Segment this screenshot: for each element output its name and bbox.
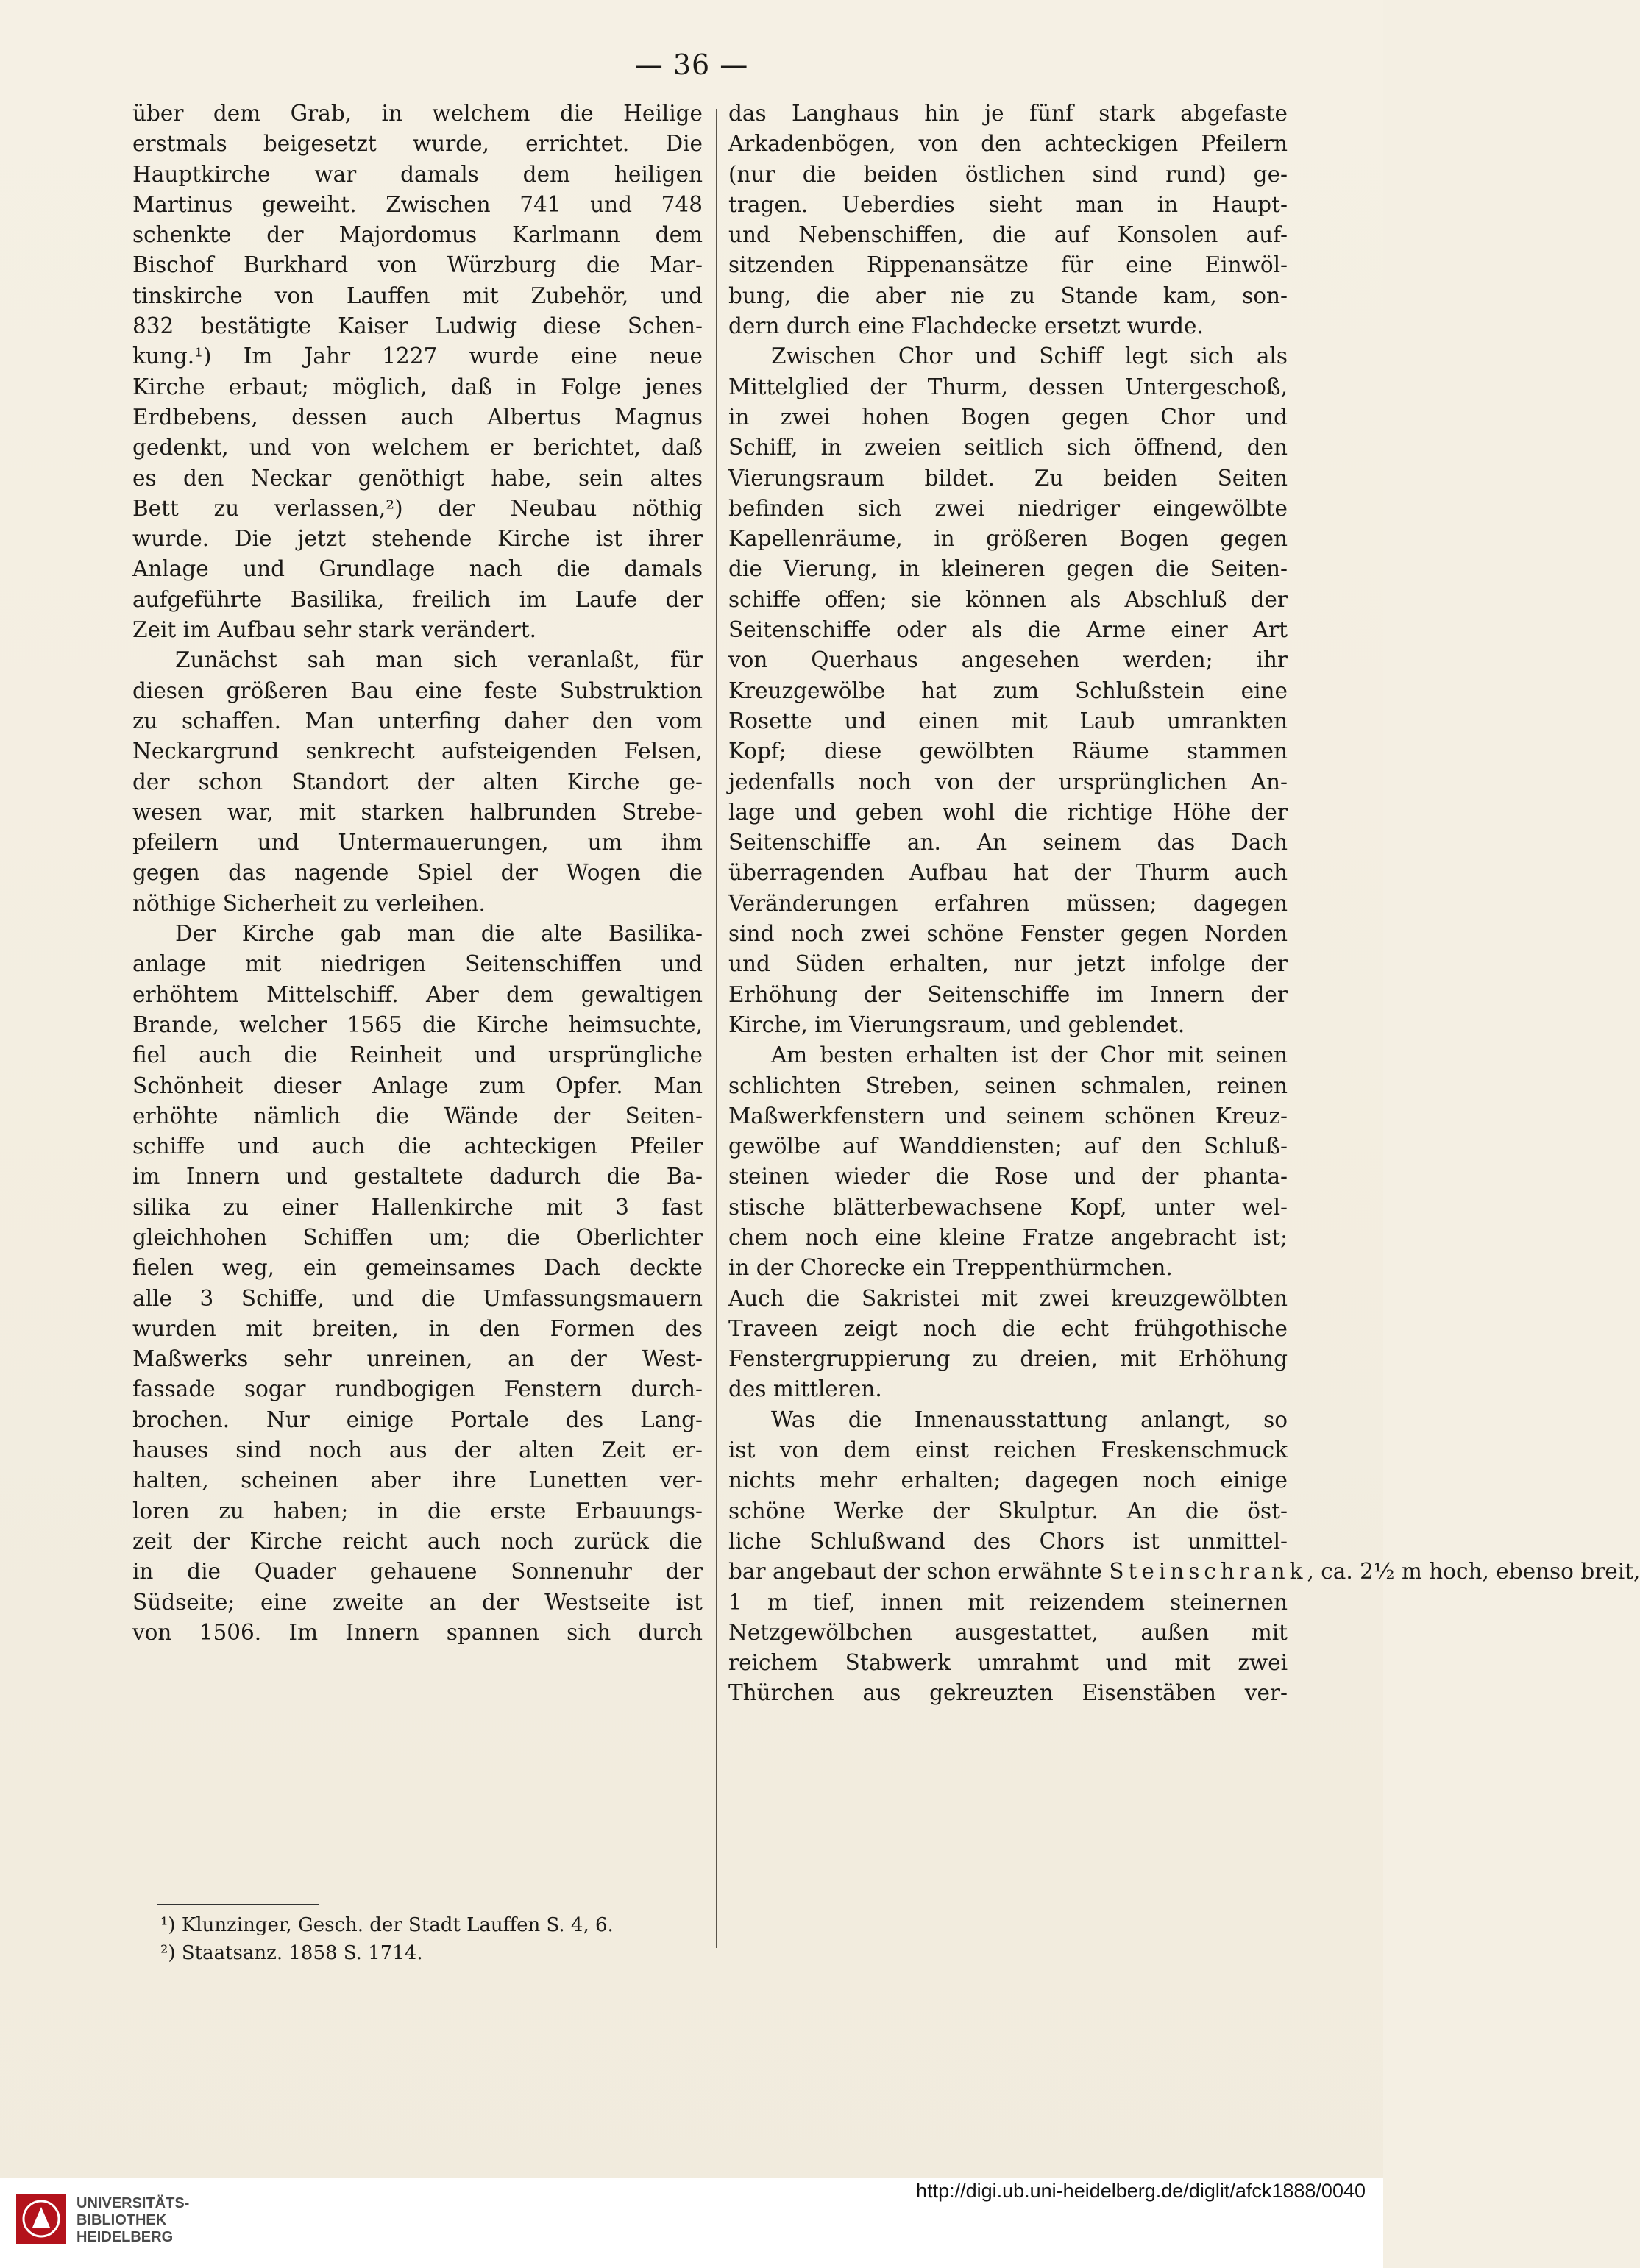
- text-line: schiffe offen; sie können als Abschluß der: [728, 586, 1288, 612]
- text-line: tragen. Ueberdies sieht man in Haupt-: [728, 191, 1288, 217]
- text-line: Seitenschiffe an. An seinem das Dach: [728, 830, 1288, 856]
- text-line: überragenden Aufbau hat der Thurm auch: [728, 860, 1288, 886]
- text-line: sind noch zwei schöne Fenster gegen Norden: [728, 921, 1288, 947]
- text-line: lage und geben wohl die richtige Höhe der: [728, 799, 1288, 825]
- text-line: Kirche erbaut; möglich, daß in Folge jenes: [132, 374, 703, 399]
- text-line: Vierungsraum bildet. Zu beiden Seiten: [728, 465, 1288, 491]
- text-line: jedenfalls noch von der ursprünglichen An-: [728, 769, 1288, 794]
- text-line: (nur die beiden östlichen sind rund) ge-: [728, 161, 1288, 187]
- text-line: Maßwerkfenstern und seinem schönen Kreuz-: [728, 1103, 1288, 1128]
- text-line: sitzenden Rippenansätze für eine Einwöl-: [728, 252, 1288, 278]
- text-line: gewölbe auf Wanddiensten; auf den Schluß-: [728, 1134, 1288, 1159]
- text-line: über dem Grab, in welchem die Heilige: [132, 101, 703, 126]
- text-line: reichem Stabwerk umrahmt und mit zwei: [728, 1650, 1288, 1676]
- text-line: und Nebenschiffen, die auf Konsolen auf-: [728, 222, 1288, 248]
- text-line: Zunächst sah man sich veranlaßt, für: [175, 647, 703, 673]
- text-line: fiel auch die Reinheit und ursprüngliche: [132, 1042, 703, 1068]
- text-line: Zwischen Chor und Schiff legt sich als: [771, 344, 1288, 369]
- text-line: Martinus geweiht. Zwischen 741 und 748: [132, 191, 703, 217]
- text-line: Am besten erhalten ist der Chor mit seinen: [771, 1042, 1288, 1068]
- column-divider: [716, 109, 717, 1948]
- text-line: Bischof Burkhard von Würzburg die Mar-: [132, 252, 703, 278]
- text-line: anlage mit niedrigen Seitenschiffen und: [132, 951, 703, 977]
- text-line: der schon Standort der alten Kirche ge-: [132, 769, 703, 794]
- text-line: brochen. Nur einige Portale des Lang-: [132, 1407, 703, 1432]
- text-line: das Langhaus hin je fünf stark abgefaste: [728, 101, 1288, 126]
- right-column-text: [728, 99, 1640, 1709]
- text-line: alle 3 Schiffe, und die Umfassungsmauern: [132, 1285, 703, 1311]
- text-line: schöne Werke der Skulptur. An die öst-: [728, 1498, 1288, 1524]
- text-line: kung.¹) Im Jahr 1227 wurde eine neue: [132, 344, 703, 369]
- footnotes: [160, 1911, 705, 1967]
- text-line: gedenkt, und von welchem er berichtet, daß: [132, 435, 703, 461]
- text-line: schenkte der Majordomus Karlmann dem: [132, 222, 703, 248]
- text-line: stische blätterbewachsene Kopf, unter wel-: [728, 1194, 1288, 1220]
- text-line: von Querhaus angesehen werden; ihr: [728, 647, 1288, 673]
- text-line: Der Kirche gab man die alte Basilika-: [175, 921, 703, 947]
- left-column-text: [132, 99, 703, 1648]
- text-line: diesen größeren Bau eine feste Substruktion: [132, 678, 703, 703]
- text-line: Thürchen aus gekreuzten Eisenstäben ver-: [728, 1680, 1288, 1706]
- text-line: wesen war, mit starken halbrunden Strebe-: [132, 799, 703, 825]
- text-line: Kopf; diese gewölbten Räume stammen: [728, 739, 1288, 764]
- text-line: Schönheit dieser Anlage zum Opfer. Man: [132, 1073, 703, 1098]
- text-line: Maßwerks sehr unreinen, an der West-: [132, 1346, 703, 1372]
- text-line: Südseite; eine zweite an der Westseite ist: [132, 1589, 703, 1615]
- text-line: ist von dem einst reichen Freskenschmuck: [728, 1437, 1288, 1463]
- text-line: Kapellenräume, in größeren Bogen gegen: [728, 526, 1288, 552]
- text-line: erstmals beigesetzt wurde, errichtet. Die: [132, 131, 703, 157]
- text-line: aufgeführte Basilika, freilich im Laufe der: [132, 586, 703, 612]
- text-fragment: , ca. 2½ m hoch, ebenso breit,: [1307, 1559, 1640, 1585]
- text-line: Veränderungen erfahren müssen; dagegen: [728, 890, 1288, 916]
- text-line: und Süden erhalten, nur jetzt infolge der: [728, 951, 1288, 977]
- text-line: in der Chorecke ein Treppenthürmchen.: [728, 1255, 1173, 1281]
- logo-line: HEIDELBERG: [77, 2229, 174, 2245]
- text-line: [728, 1557, 1640, 1587]
- text-line: Erhöhung der Seitenschiffe im Innern der: [728, 981, 1288, 1007]
- text-line: Traveen zeigt noch die echt frühgothische: [728, 1315, 1288, 1341]
- text-line: dern durch eine Flachdecke ersetzt wurde.: [728, 313, 1204, 339]
- source-url-link[interactable]: http://digi.ub.uni-heidelberg.de/diglit/afck1888/0040: [916, 2180, 1366, 2202]
- text-line: Bett zu verlassen,²) der Neubau nöthig: [132, 495, 703, 521]
- text-line: Zeit im Aufbau sehr stark verändert.: [132, 617, 536, 643]
- text-line: Mittelglied der Thurm, dessen Untergeschoß,: [728, 374, 1288, 399]
- text-line: Kreuzgewölbe hat zum Schlußstein eine: [728, 678, 1288, 703]
- text-line: Neckargrund senkrecht aufsteigenden Felsen,: [132, 739, 703, 764]
- text-line: Netzgewölbchen ausgestattet, außen mit: [728, 1619, 1288, 1645]
- text-line: Kirche, im Vierungsraum, und geblendet.: [728, 1012, 1185, 1037]
- emphasized-term: Steinschrank: [1109, 1559, 1307, 1585]
- page-number: — 36 —: [634, 49, 749, 81]
- text-line: in die Quader gehauene Sonnenuhr der: [132, 1559, 703, 1585]
- text-line: schiffe und auch die achteckigen Pfeiler: [132, 1134, 703, 1159]
- text-line: Schiff, in zweien seitlich sich öffnend, den: [728, 435, 1288, 461]
- text-line: nöthige Sicherheit zu verleihen.: [132, 890, 486, 916]
- text-line: zeit der Kirche reicht auch noch zurück die: [132, 1528, 703, 1554]
- text-line: von 1506. Im Innern spannen sich durch: [132, 1619, 703, 1645]
- text-line: Brande, welcher 1565 die Kirche heimsuchte,: [132, 1012, 703, 1037]
- text-line: chem noch eine kleine Fratze angebracht ist;: [728, 1224, 1288, 1250]
- text-line: gleichhohen Schiffen um; die Oberlichter: [132, 1224, 703, 1250]
- text-line: loren zu haben; in die erste Erbauungs-: [132, 1498, 703, 1524]
- text-line: gegen das nagende Spiel der Wogen die: [132, 860, 703, 886]
- text-line: in zwei hohen Bogen gegen Chor und: [728, 404, 1288, 430]
- library-logo-text: [77, 2195, 189, 2246]
- text-line: tinskirche von Lauffen mit Zubehör, und: [132, 282, 703, 308]
- text-line: halten, scheinen aber ihre Lunetten ver-: [132, 1468, 703, 1493]
- text-line: im Innern und gestaltete dadurch die Ba-: [132, 1164, 703, 1190]
- text-line: die Vierung, in kleineren gegen die Seiten-: [728, 556, 1288, 582]
- text-fragment: bar angebaut der schon erwähnte: [728, 1559, 1102, 1585]
- text-line: wurde. Die jetzt stehende Kirche ist ihrer: [132, 526, 703, 552]
- text-line: fielen weg, ein gemeinsames Dach deckte: [132, 1255, 703, 1281]
- text-line: fassade sogar rundbogigen Fenstern durch-: [132, 1376, 703, 1402]
- university-seal-icon: [15, 2192, 68, 2245]
- text-line: bung, die aber nie zu Stande kam, son-: [728, 282, 1288, 308]
- text-line: Rosette und einen mit Laub umrankten: [728, 708, 1288, 733]
- text-line: wurden mit breiten, in den Formen des: [132, 1315, 703, 1341]
- text-line: erhöhte nämlich die Wände der Seiten-: [132, 1103, 703, 1128]
- logo-line: BIBLIOTHEK: [77, 2212, 167, 2228]
- text-line: steinen wieder die Rose und der phanta-: [728, 1164, 1288, 1190]
- text-line: befinden sich zwei niedriger eingewölbte: [728, 495, 1288, 521]
- footnote: ²) Staatsanz. 1858 S. 1714.: [160, 1942, 423, 1964]
- text-line: 1 m tief, innen mit reizendem steinernen: [728, 1589, 1288, 1615]
- text-line: Erdbebens, dessen auch Albertus Magnus: [132, 404, 703, 430]
- text-line: Was die Innenausstattung anlangt, so: [771, 1407, 1288, 1432]
- text-line: 832 bestätigte Kaiser Ludwig diese Schen-: [132, 313, 703, 339]
- text-line: nichts mehr erhalten; dagegen noch einige: [728, 1468, 1288, 1493]
- logo-line: UNIVERSITÄTS-: [77, 2195, 190, 2211]
- text-line: schlichten Streben, seinen schmalen, reinen: [728, 1073, 1288, 1098]
- text-line: Anlage und Grundlage nach die damals: [132, 556, 703, 582]
- text-line: silika zu einer Hallenkirche mit 3 fast: [132, 1194, 703, 1220]
- text-line: Auch die Sakristei mit zwei kreuzgewölbten: [728, 1285, 1288, 1311]
- text-line: hauses sind noch aus der alten Zeit er-: [132, 1437, 703, 1463]
- footnote-rule: [157, 1904, 319, 1905]
- text-line: Arkadenbögen, von den achteckigen Pfeilern: [728, 131, 1288, 157]
- text-line: es den Neckar genöthigt habe, sein altes: [132, 465, 703, 491]
- text-line: des mittleren.: [728, 1376, 882, 1402]
- text-line: Seitenschiffe oder als die Arme einer Art: [728, 617, 1288, 643]
- footnote: ¹) Klunzinger, Gesch. der Stadt Lauffen S. 4, 6.: [160, 1914, 614, 1936]
- text-line: liche Schlußwand des Chors ist unmittel-: [728, 1528, 1288, 1554]
- text-line: Hauptkirche war damals dem heiligen: [132, 161, 703, 187]
- text-line: zu schaffen. Man unterfing daher den vom: [132, 708, 703, 733]
- text-line: Fenstergruppierung zu dreien, mit Erhöhung: [728, 1346, 1288, 1372]
- text-line: erhöhtem Mittelschiff. Aber dem gewaltigen: [132, 981, 703, 1007]
- text-line: pfeilern und Untermauerungen, um ihm: [132, 830, 703, 856]
